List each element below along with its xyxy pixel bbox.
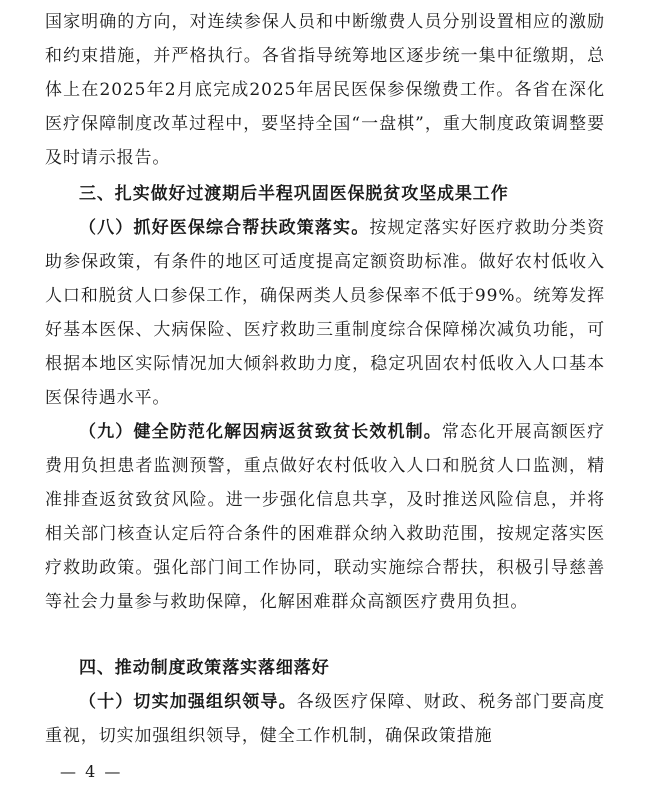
item-8-body: 按规定落实好医疗救助分类资助参保政策，有条件的地区可适度提高定额资助标准。做好农村低收入人口和脱贫人口参保工作，确保两类人员参保率不低于99%。统筹发挥好基本医保、大病保险、医疗救助三重制度综合保障梯次减负功能，可根据本地区实际情况加大倾斜救助力度，稳定巩固农村低收入人口基本医保待遇水平。 (45, 218, 605, 408)
item-8-lead: （八）抓好医保综合帮扶政策落实。 (79, 218, 370, 238)
item-9-lead: （九）健全防范化解因病返贫致贫长效机制。 (79, 422, 442, 442)
continuation-text: 国家明确的方向，对连续参保人员和中断缴费人员分别设置相应的激励和约束措施，并严格执行。各省指导统筹地区逐步统一集中征缴期，总体上在2025年2月底完成2025年居民医保参保缴费工作。各省在深化医疗保障制度改革过程中，要坚持全国“一盘棋”，重大制度政策调整要及时请示报告。 (45, 12, 605, 168)
item-10-paragraph (45, 685, 605, 753)
continuation-paragraph (45, 5, 605, 175)
item-9-paragraph (45, 415, 605, 619)
item-8-paragraph (45, 211, 605, 415)
item-9-body: 常态化开展高额医疗费用负担患者监测预警，重点做好农村低收入人口和脱贫人口监测，精准排查返贫致贫风险。进一步强化信息共享，及时推送风险信息，并将相关部门核查认定后符合条件的困难群众纳入救助范围，按规定落实医疗救助政策。强化部门间工作协同，联动实施综合帮扶，积极引导慈善等社会力量参与救助保障，化解困难群众高额医疗费用负担。 (45, 422, 605, 612)
section-heading-3: 三、扎实做好过渡期后半程巩固医保脱贫攻坚成果工作 (79, 184, 509, 204)
item-10-lead: （十）切实加强组织领导。 (79, 692, 297, 712)
page-number: — 4 — (60, 762, 123, 781)
item-10-body: 各级医疗保障、财政、税务部门要高度重视，切实加强组织领导，健全工作机制，确保政策措施 (45, 692, 605, 746)
section-heading-4: 四、推动制度政策落实落细落好 (79, 658, 330, 678)
